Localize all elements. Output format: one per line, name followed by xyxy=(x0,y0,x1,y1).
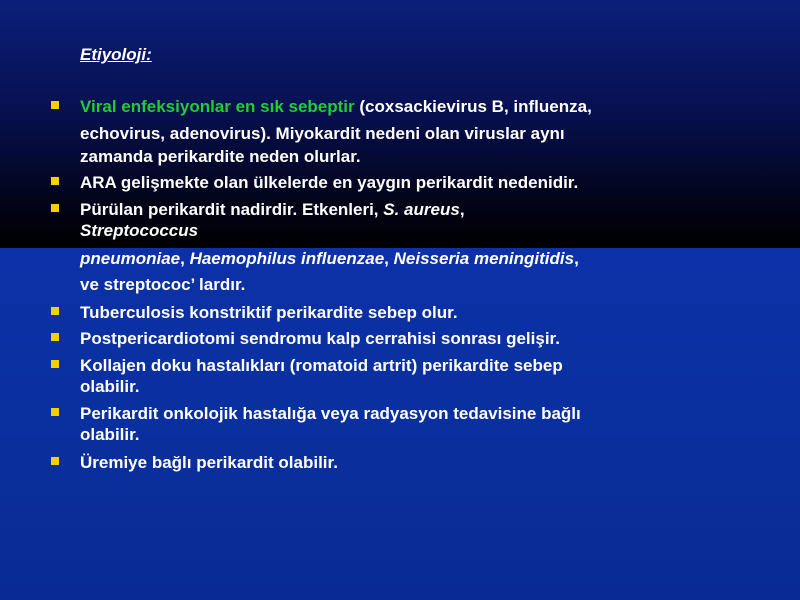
list-item-viral-line2: echovirus, adenovirus). Miyokardit nedeni olan viruslar aynı xyxy=(80,124,565,143)
list-item-oncology: Perikardit onkolojik hastalığa veya radyasyon tedavisine bağlı xyxy=(80,404,581,423)
organism-name: Neisseria meningitidis xyxy=(393,249,575,268)
bullet-icon xyxy=(51,101,59,109)
list-item-purulan-line3: ve streptococ’ lardır. xyxy=(80,275,246,294)
bullet-icon xyxy=(51,360,59,368)
list-item-tuberculosis: Tuberculosis konstriktif perikardite sebep olur. xyxy=(80,303,458,322)
item-text: , xyxy=(459,200,465,219)
item-text: , xyxy=(574,249,579,268)
list-item-oncology-line2: olabilir. xyxy=(80,425,140,444)
organism-name: pneumoniae xyxy=(80,249,181,268)
list-item-viral-line3: zamanda perikardite neden olurlar. xyxy=(80,147,361,166)
bullet-icon xyxy=(51,457,59,465)
bullet-icon xyxy=(51,333,59,341)
organism-name: Haemophilus influenzae xyxy=(189,249,385,268)
list-item-purulan xyxy=(80,199,780,220)
list-item-postpericardiotomy: Postpericardiotomi sendromu kalp cerrahisi sonrası gelişir. xyxy=(80,329,560,348)
item-text: , xyxy=(180,249,190,268)
bullet-icon xyxy=(51,307,59,315)
bullet-icon xyxy=(51,408,59,416)
list-item-collagen: Kollajen doku hastalıkları (romatoid artrit) perikardite sebep xyxy=(80,356,563,375)
bullet-icon xyxy=(51,204,59,212)
list-item-purulan-line2 xyxy=(80,248,780,269)
slide-heading: Etiyoloji: xyxy=(80,45,152,64)
list-item-viral xyxy=(80,96,780,117)
item-text: , xyxy=(384,249,394,268)
list-item-uremia: Üremiye bağlı perikardit olabilir. xyxy=(80,453,338,472)
highlight-text: Viral enfeksiyonlar en sık sebeptir xyxy=(80,97,355,116)
item-text: (coxsackievirus B, influenza, xyxy=(354,97,592,116)
organism-name: Streptococcus xyxy=(80,221,199,240)
list-item-collagen-line2: olabilir. xyxy=(80,377,140,396)
bullet-icon xyxy=(51,177,59,185)
organism-name: S. aureus xyxy=(383,200,460,219)
item-text: Pürülan perikardit nadirdir. Etkenleri, xyxy=(80,200,384,219)
list-item-ara: ARA gelişmekte olan ülkelerde en yaygın perikardit nedenidir. xyxy=(80,173,579,192)
